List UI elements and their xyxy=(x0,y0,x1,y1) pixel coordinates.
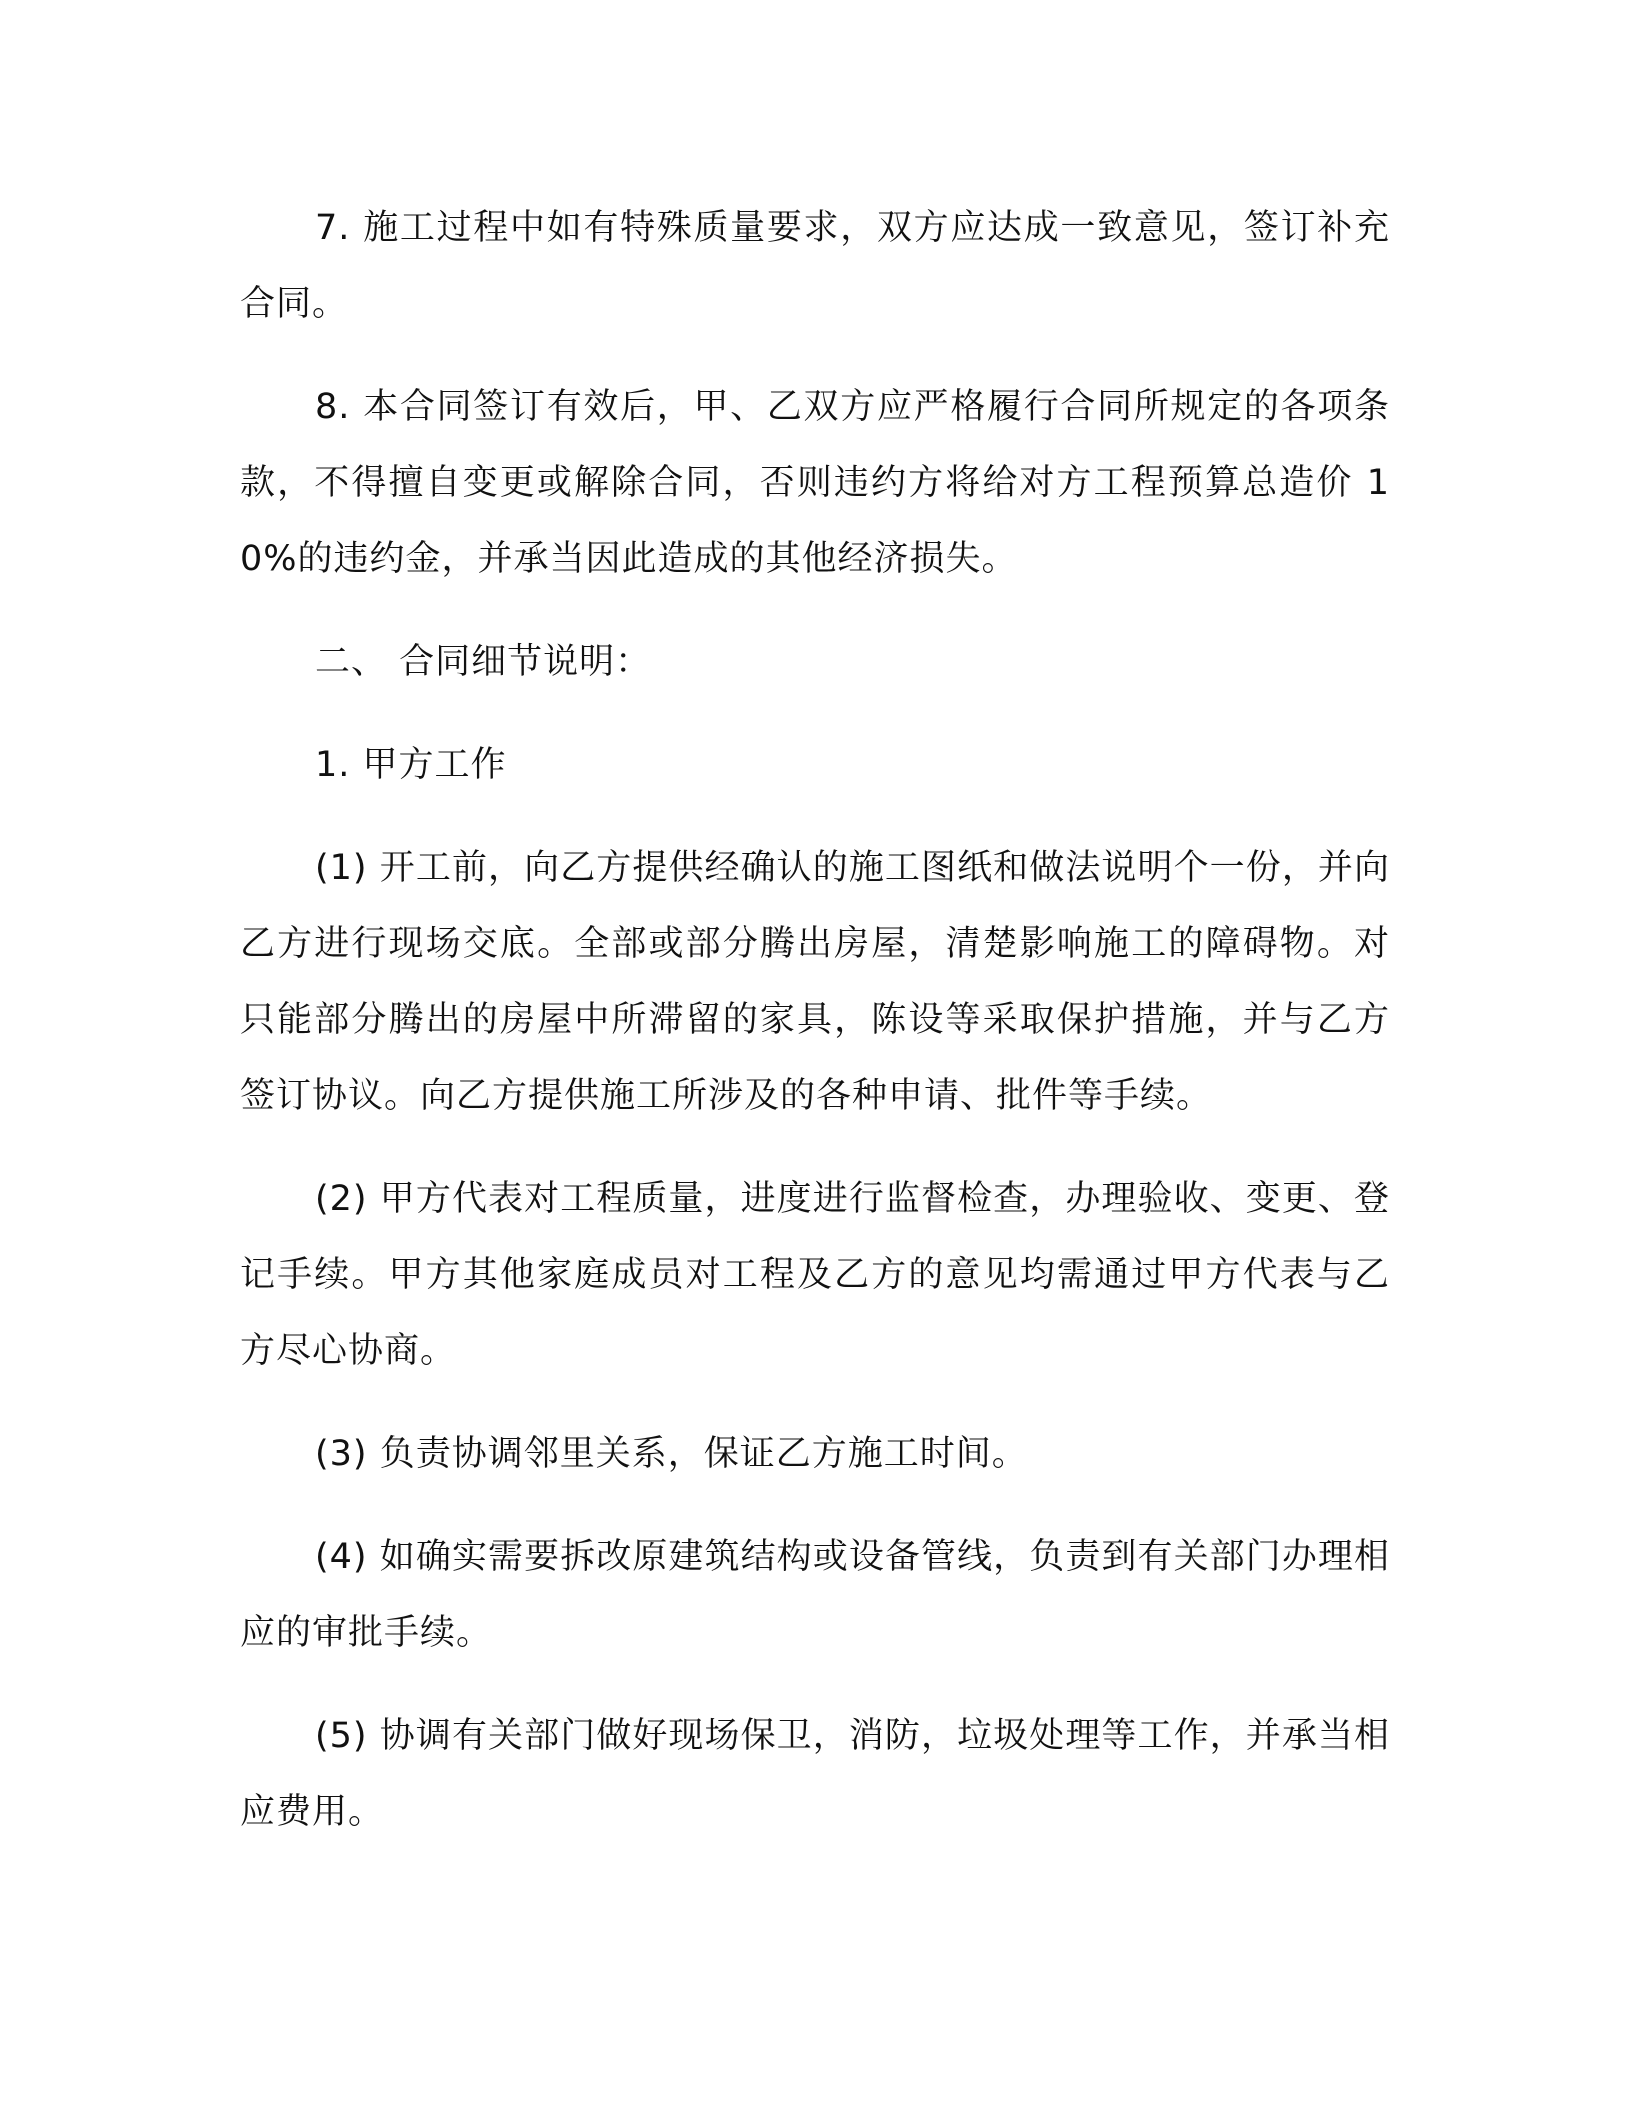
item-1-paragraph: (1) 开工前，向乙方提供经确认的施工图纸和做法说明个一份，并向乙方进行现场交底。全部或部分腾出房屋，清楚影响施工的障碍物。对只能部分腾出的房屋中所滞留的家具，陈设等采取保护措施，并与乙方签订协议。向乙方提供施工所涉及的各种申请、批件等手续。 xyxy=(240,848,1390,1116)
clause-7-paragraph: 7. 施工过程中如有特殊质量要求，双方应达成一致意见，签订补充合同。 xyxy=(240,208,1390,324)
item-2-paragraph: (2) 甲方代表对工程质量，进度进行监督检查，办理验收、变更、登记手续。甲方其他家庭成员对工程及乙方的意见均需通过甲方代表与乙方尽心协商。 xyxy=(240,1179,1390,1371)
party-a-work-heading: 1. 甲方工作 xyxy=(315,745,507,785)
item-5-paragraph: (5) 协调有关部门做好现场保卫，消防，垃圾处理等工作，并承当相应费用。 xyxy=(240,1716,1390,1832)
section-two-heading: 二、 合同细节说明： xyxy=(315,642,652,682)
clause-8-paragraph: 8. 本合同签订有效后，甲、乙双方应严格履行合同所规定的各项条款，不得擅自变更或解除合同，否则违约方将给对方工程预算总造价 10%的违约金，并承当因此造成的其他经济损失。 xyxy=(240,387,1390,579)
item-4-paragraph: (4) 如确实需要拆改原建筑结构或设备管线，负责到有关部门办理相应的审批手续。 xyxy=(240,1537,1390,1653)
document-body xyxy=(240,190,1390,1877)
item-3-paragraph: (3) 负责协调邻里关系，保证乙方施工时间。 xyxy=(315,1434,1028,1474)
